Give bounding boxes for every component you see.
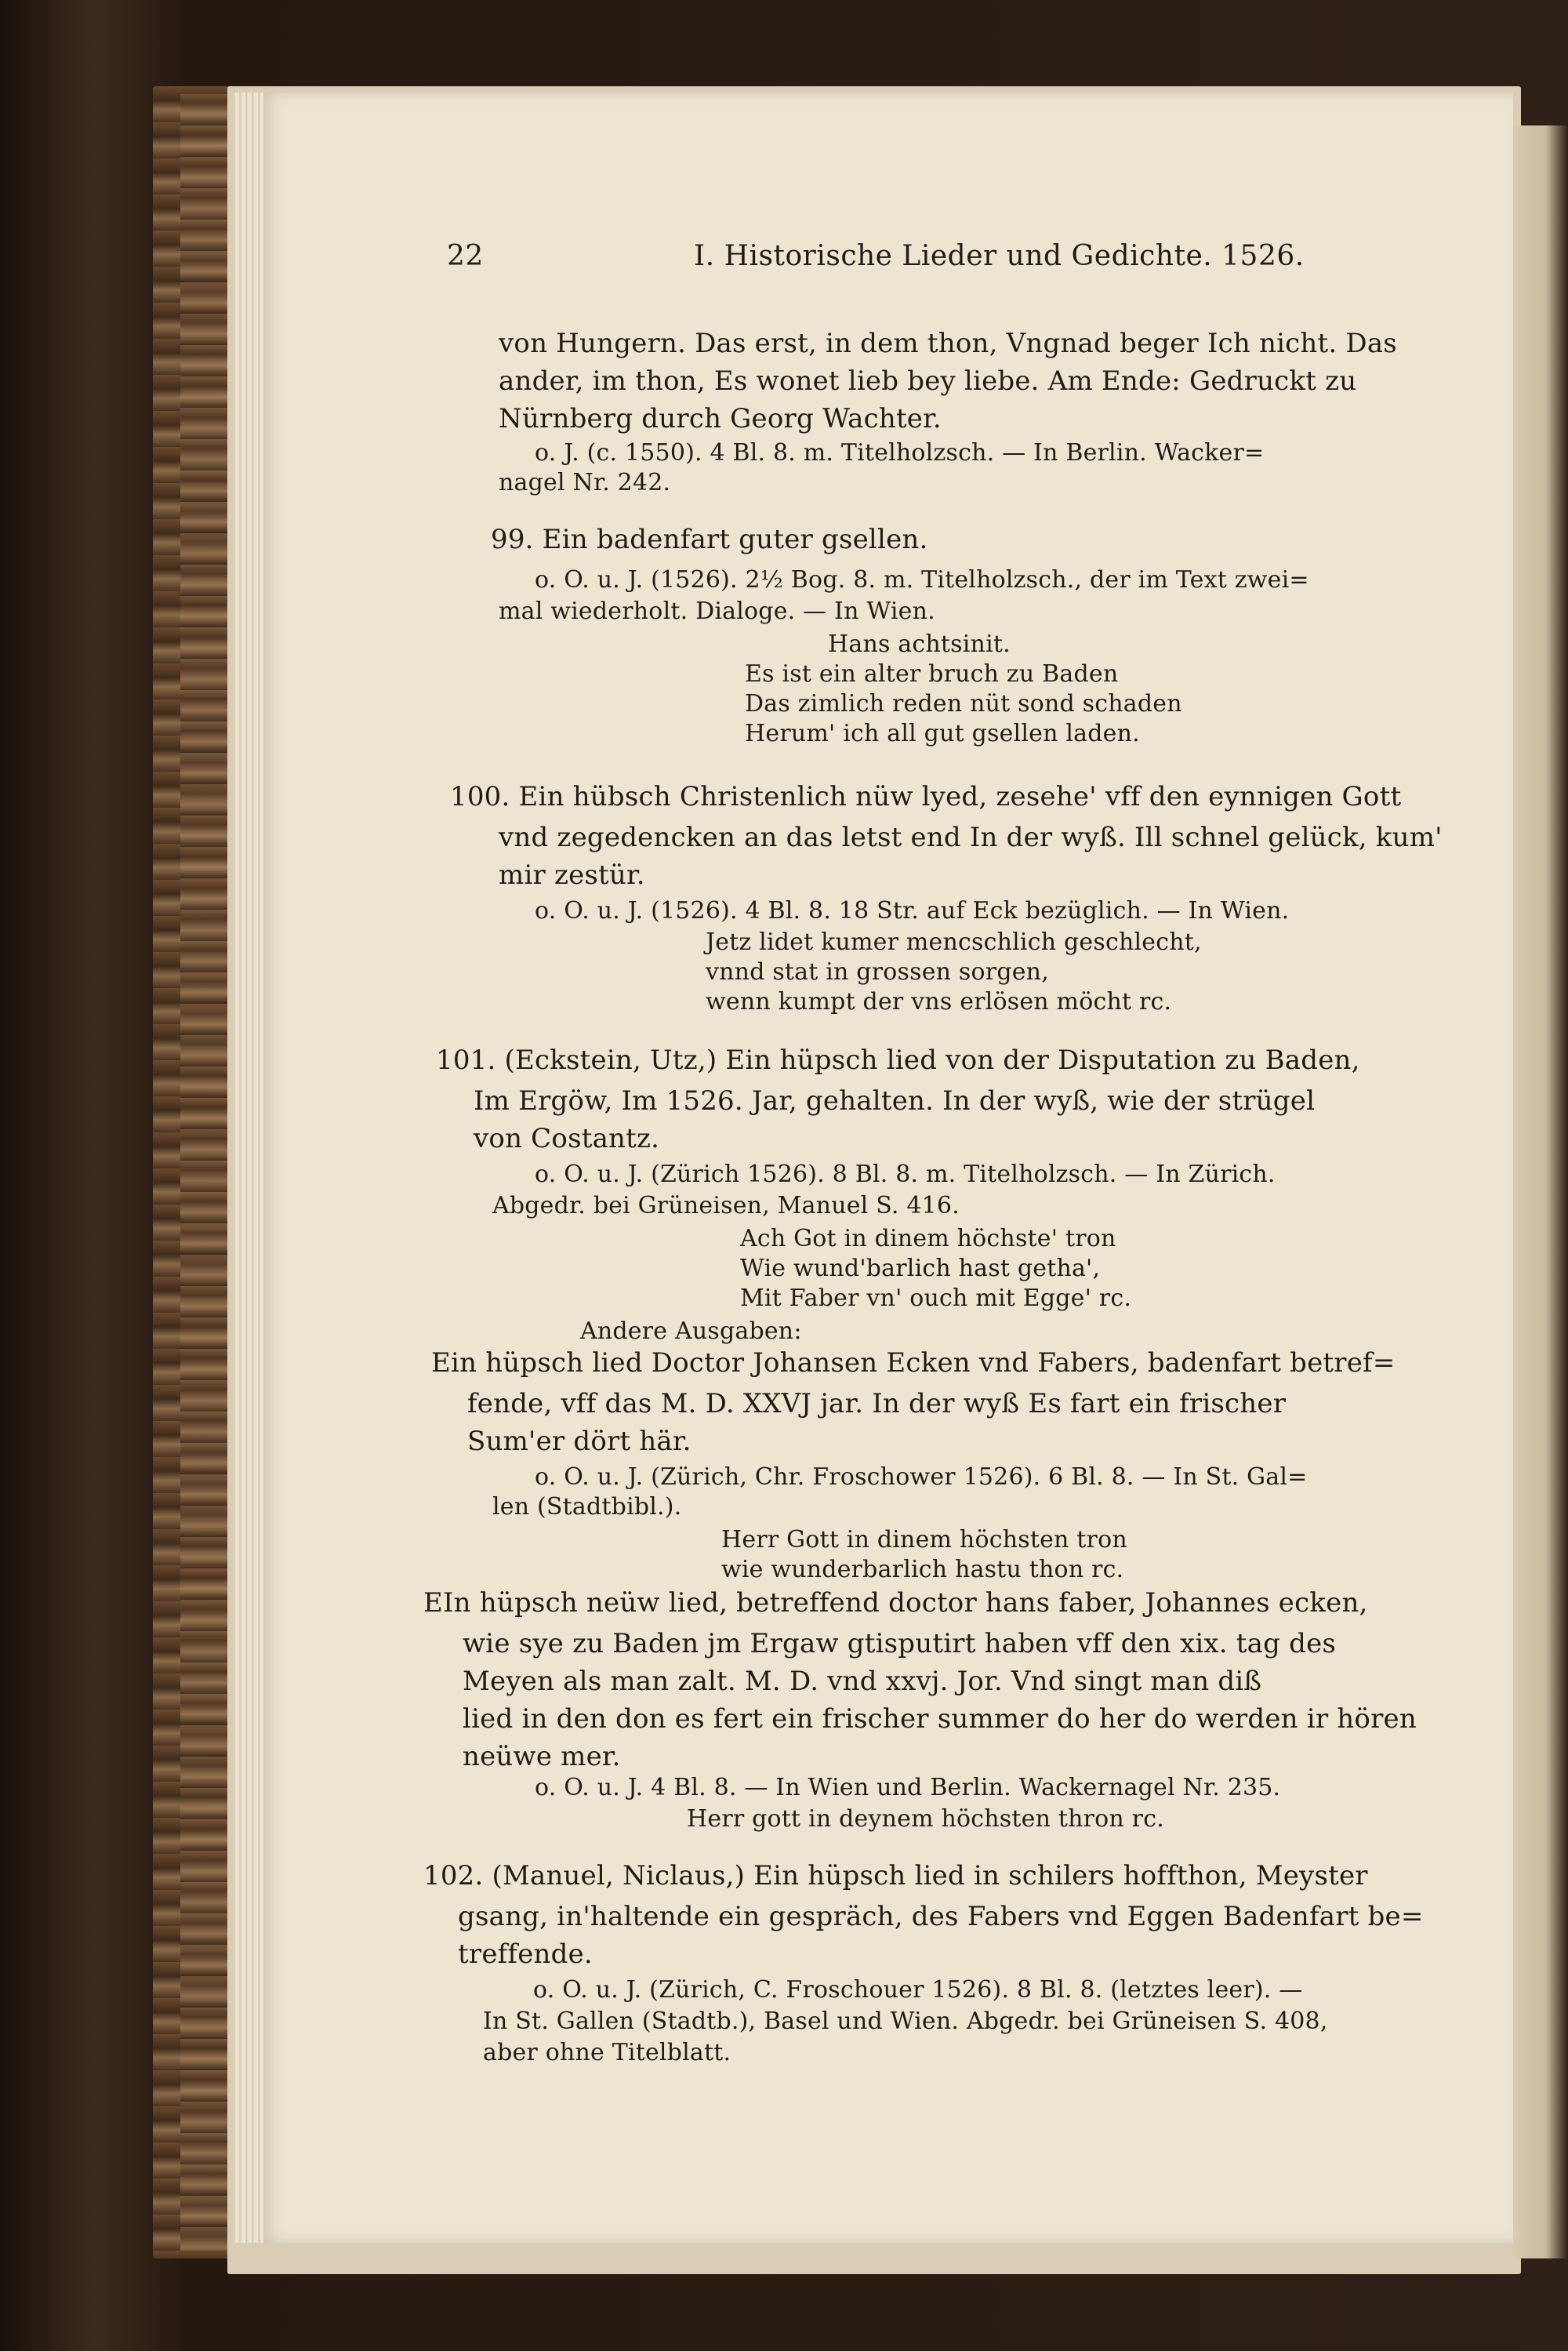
text-line: treffende. xyxy=(458,1939,593,1970)
text-line: Sum'er dört här. xyxy=(467,1426,691,1457)
text-line: aber ohne Titelblatt. xyxy=(483,2039,731,2066)
text-line: EIn hüpsch neüw lied, betreffend doctor hans faber, Johannes ecken, xyxy=(423,1587,1368,1619)
verse-line: Herum' ich all gut gsellen laden. xyxy=(745,720,1140,747)
entry-heading: 102. (Manuel, Niclaus,) Ein hüpsch lied in schilers hoffthon, Meyster xyxy=(423,1860,1368,1891)
text-line: vnd zegedencken an das letst end In der wyß. Ill schnel gelück, kum' xyxy=(499,822,1443,853)
text-line: Abgedr. bei Grüneisen, Manuel S. 416. xyxy=(492,1192,960,1219)
verse-line: wie wunderbarlich hastu thon rc. xyxy=(721,1556,1124,1583)
entry-heading: 100. Ein hübsch Christenlich nüw lyed, zesehe' vff den eynnigen Gott xyxy=(450,781,1402,812)
text-line: gsang, in'haltende ein gespräch, des Fabers vnd Eggen Badenfart be= xyxy=(458,1901,1424,1932)
text-line: mal wiederholt. Dialoge. — In Wien. xyxy=(499,598,935,625)
entry-heading: 101. (Eckstein, Utz,) Ein hüpsch lied von der Disputation zu Baden, xyxy=(436,1045,1360,1076)
text-line: o. O. u. J. (Zürich 1526). 8 Bl. 8. m. Titelholzsch. — In Zürich. xyxy=(535,1161,1276,1188)
page-gutter xyxy=(235,93,263,2243)
running-title: I. Historische Lieder und Gedichte. 1526. xyxy=(694,240,1305,272)
page-number: 22 xyxy=(447,240,484,272)
text-line: ander, im thon, Es wonet lieb bey liebe. Am Ende: Gedruckt zu xyxy=(499,365,1357,397)
verse-line: Jetz lidet kumer mencschlich geschlecht, xyxy=(706,928,1202,956)
right-page-edge xyxy=(1512,125,1568,2258)
text-line: lied in den don es fert ein frischer summer do her do werden ir hören xyxy=(463,1703,1417,1735)
text-line: Meyen als man zalt. M. D. vnd xxvj. Jor. Vnd singt man diß xyxy=(463,1666,1262,1697)
verse-line: Mit Faber vn' ouch mit Egge' rc. xyxy=(740,1285,1132,1312)
text-line: o. O. u. J. (Zürich, C. Froschouer 1526). 8 Bl. 8. (letztes leer). — xyxy=(533,1976,1303,2004)
text-line: nagel Nr. 242. xyxy=(499,469,671,496)
text-line: von Costantz. xyxy=(474,1123,660,1154)
section-label: Andere Ausgaben: xyxy=(580,1317,802,1345)
text-line: fende, vff das M. D. XXVJ jar. In der wyß Es fart ein frischer xyxy=(467,1388,1287,1419)
text-line: o. O. u. J. (1526). 4 Bl. 8. 18 Str. auf Eck bezüglich. — In Wien. xyxy=(535,897,1290,925)
text-line: o. O. u. J. 4 Bl. 8. — In Wien und Berlin. Wackernagel Nr. 235. xyxy=(535,1774,1281,1801)
text-line: wie sye zu Baden jm Ergaw gtisputirt haben vff den xix. tag des xyxy=(463,1628,1337,1659)
entry-heading: 99. Ein badenfart guter gsellen. xyxy=(491,524,928,555)
text-line: o. O. u. J. (1526). 2½ Bog. 8. m. Titelholzsch., der im Text zwei= xyxy=(535,566,1309,594)
verse-line: Wie wund'barlich hast getha', xyxy=(740,1255,1101,1282)
text-line: len (Stadtbibl.). xyxy=(492,1493,682,1521)
verse-line: wenn kumpt der vns erlösen möcht rc. xyxy=(706,988,1172,1016)
verse-line: Herr gott in deynem höchsten thron rc. xyxy=(687,1805,1164,1833)
verse-line: Hans achtsinit. xyxy=(828,630,1011,658)
verse-line: Das zimlich reden nüt sond schaden xyxy=(745,690,1182,718)
text-line: In St. Gallen (Stadtb.), Basel und Wien. Abgedr. bei Grüneisen S. 408, xyxy=(483,2008,1328,2035)
text-line: mir zestür. xyxy=(499,859,645,891)
text-line: Ein hüpsch lied Doctor Johansen Ecken vnd Fabers, badenfart betref= xyxy=(431,1347,1396,1379)
text-line: Nürnberg durch Georg Wachter. xyxy=(499,403,942,434)
text-line: von Hungern. Das erst, in dem thon, Vngnad beger Ich nicht. Das xyxy=(499,328,1397,359)
verse-line: Ach Got in dinem höchste' tron xyxy=(740,1225,1116,1252)
text-line: o. J. (c. 1550). 4 Bl. 8. m. Titelholzsch. — In Berlin. Wacker= xyxy=(535,439,1265,467)
text-line: neüwe mer. xyxy=(463,1741,621,1772)
text-line: Im Ergöw, Im 1526. Jar, gehalten. In der wyß, wie der strügel xyxy=(474,1085,1316,1117)
verse-line: vnnd stat in grossen sorgen, xyxy=(706,958,1049,986)
verse-line: Es ist ein alter bruch zu Baden xyxy=(745,660,1119,688)
verse-line: Herr Gott in dinem höchsten tron xyxy=(721,1526,1127,1553)
text-line: o. O. u. J. (Zürich, Chr. Froschower 1526). 6 Bl. 8. — In St. Gal= xyxy=(535,1463,1308,1491)
